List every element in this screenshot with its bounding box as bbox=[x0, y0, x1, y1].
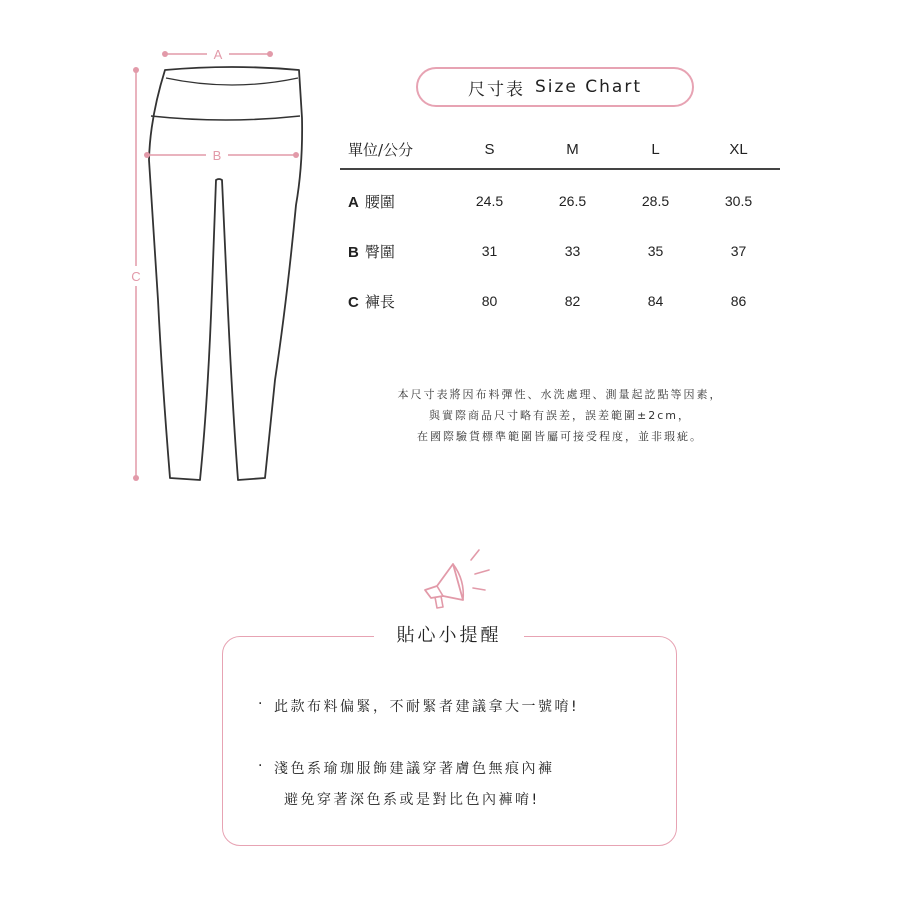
dim-c-label: C bbox=[131, 269, 141, 284]
row-name: 臀圍 bbox=[364, 242, 395, 261]
megaphone-icon bbox=[415, 540, 505, 620]
bullet-2: · bbox=[258, 758, 263, 774]
row-label-hip bbox=[340, 241, 448, 262]
row-name: 腰圍 bbox=[364, 192, 395, 211]
table-cell: 28.5 bbox=[641, 193, 670, 209]
tip-2-line-2: 避免穿著深色系或是對比色內褲唷! bbox=[284, 792, 540, 808]
dim-a-right-dot bbox=[267, 51, 273, 57]
size-header-m: M bbox=[566, 140, 579, 158]
reminder-box bbox=[222, 636, 677, 846]
table-cell: 37 bbox=[730, 243, 747, 259]
dim-b-right-dot bbox=[293, 152, 299, 158]
tip-1: 此款布料偏緊，不耐緊者建議拿大一號唷! bbox=[274, 699, 580, 715]
reminder-title: 貼心小提醒 bbox=[374, 622, 524, 650]
table-cell: 82 bbox=[564, 293, 581, 309]
table-cell: 80 bbox=[481, 293, 498, 309]
table-header-row bbox=[340, 130, 780, 170]
waistband-line bbox=[151, 116, 300, 120]
size-header-l: L bbox=[651, 140, 660, 158]
dim-c-top-dot bbox=[133, 67, 139, 73]
table-cell: 24.5 bbox=[475, 193, 504, 209]
row-name: 褲長 bbox=[364, 292, 395, 311]
leggings-diagram bbox=[0, 0, 320, 520]
bullet-1: · bbox=[258, 696, 263, 712]
table-row bbox=[340, 176, 780, 226]
leggings-outline bbox=[149, 67, 302, 480]
dim-a-left-dot bbox=[162, 51, 168, 57]
tip-2-line-1: 淺色系瑜珈服飾建議穿著膚色無痕內褲 bbox=[274, 761, 555, 777]
row-letter: A bbox=[348, 193, 359, 211]
size-header-xl: XL bbox=[729, 140, 748, 158]
size-chart-title-zh: 尺寸表 bbox=[467, 79, 525, 100]
row-letter: C bbox=[348, 293, 359, 311]
dim-c-bottom-dot bbox=[133, 475, 139, 481]
dim-a-label: A bbox=[213, 47, 223, 62]
table-cell: 30.5 bbox=[724, 193, 753, 209]
note-line-3: 在國際驗貨標準範圍皆屬可接受程度，並非瑕疵。 bbox=[417, 430, 703, 443]
dim-b-left-dot bbox=[144, 152, 150, 158]
waistband-top-curve bbox=[166, 78, 298, 85]
table-row bbox=[340, 276, 780, 326]
row-label-waist bbox=[340, 191, 448, 212]
table-cell: 26.5 bbox=[558, 193, 587, 209]
dim-b-label: B bbox=[212, 148, 222, 163]
row-letter: B bbox=[348, 243, 359, 261]
size-table bbox=[340, 130, 780, 326]
table-row bbox=[340, 226, 780, 276]
note-line-1: 本尺寸表將因布料彈性、水洗處理、測量起訖點等因素， bbox=[397, 388, 723, 401]
size-chart-title bbox=[416, 67, 694, 107]
measurement-note bbox=[330, 384, 790, 447]
table-cell: 84 bbox=[647, 293, 664, 309]
table-cell: 33 bbox=[564, 243, 581, 259]
table-cell: 86 bbox=[730, 293, 747, 309]
size-chart-title-en: Size Chart bbox=[534, 77, 643, 97]
table-cell: 35 bbox=[647, 243, 664, 259]
size-header-s: S bbox=[484, 140, 495, 158]
note-line-2: 與實際商品尺寸略有誤差，誤差範圍±2cm， bbox=[429, 409, 691, 422]
row-label-length bbox=[340, 291, 448, 312]
table-cell: 31 bbox=[481, 243, 498, 259]
unit-header: 單位/公分 bbox=[348, 140, 414, 159]
